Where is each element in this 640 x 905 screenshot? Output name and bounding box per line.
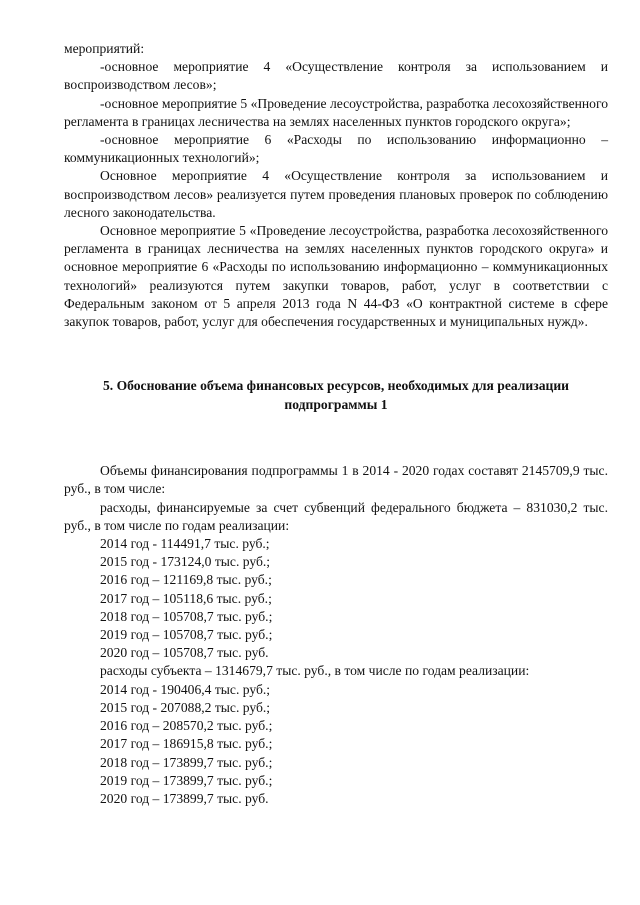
- list-item: 2015 год - 173124,0 тыс. руб.;: [100, 554, 271, 570]
- list-item-measure-5: -основное мероприятие 5 «Проведение лесоустройства, разработка лесохозяйственного регламента в границах лесничества на землях населенных пунктов городского округа»;: [64, 95, 608, 129]
- list-item: 2014 год - 114491,7 тыс. руб.;: [100, 536, 270, 552]
- list-item: 2015 год - 207088,2 тыс. руб.;: [100, 699, 271, 715]
- federal-years-list: [64, 535, 608, 662]
- list-item: 2018 год – 105708,7 тыс. руб.;: [100, 608, 273, 624]
- finance-federal-intro: расходы, финансируемые за счет субвенций федерального бюджета – 831030,2 тыс. руб., в том числе по годам реализации:: [64, 499, 608, 533]
- list-item: 2017 год – 186915,8 тыс. руб.;: [100, 736, 273, 752]
- list-item: 2020 год – 173899,7 тыс. руб.: [100, 790, 269, 806]
- list-item: 2018 год – 173899,7 тыс. руб.;: [100, 754, 273, 770]
- list-item-measure-4: -основное мероприятие 4 «Осуществление контроля за использованием и воспроизводством лесов»;: [64, 59, 608, 93]
- list-item: 2019 год – 173899,7 тыс. руб.;: [100, 772, 273, 788]
- list-item: 2014 год - 190406,4 тыс. руб.;: [100, 681, 271, 697]
- list-item: 2019 год – 105708,7 тыс. руб.;: [100, 627, 273, 643]
- subject-years-list: [64, 681, 608, 808]
- list-item: 2016 год – 208570,2 тыс. руб.;: [100, 718, 273, 734]
- list-item-measure-6: -основное мероприятие 6 «Расходы по использованию информационно – коммуникационных технологий»;: [64, 132, 608, 166]
- text-line: мероприятий:: [64, 41, 145, 56]
- list-item: 2020 год – 105708,7 тыс. руб.: [100, 645, 269, 661]
- list-item: 2016 год – 121169,8 тыс. руб.;: [100, 572, 272, 588]
- section-heading-line-1: 5. Обоснование объема финансовых ресурсов, необходимых для реализации: [102, 378, 570, 394]
- paragraph-measure-4: Основное мероприятие 4 «Осуществление контроля за использованием и воспроизводством лесов» реализуется путем проведения плановых проверок по соблюдению лесного законодательства.: [64, 168, 608, 220]
- finance-total: Объемы финансирования подпрограммы 1 в 2014 - 2020 годах составят 2145709,9 тыс. руб., в том числе:: [64, 463, 608, 497]
- section-heading-line-2: подпрограммы 1: [284, 396, 388, 412]
- finance-subject-intro: расходы субъекта – 1314679,7 тыс. руб., в том числе по годам реализации:: [100, 663, 530, 679]
- section-heading: [64, 377, 608, 414]
- list-item: 2017 год – 105118,6 тыс. руб.;: [100, 590, 272, 606]
- spacer: [64, 414, 608, 462]
- paragraph-measures-5-6: Основное мероприятие 5 «Проведение лесоустройства, разработка лесохозяйственного регламента в границах лесничества на землях населенных пунктов городского округа» и основное мероприятие 6 «Расходы по использованию информационно – коммуникационных технологий» реализуются путем закупки товаров, работ, услуг в соответствии с Федеральным законом от 5 апреля 2013 года N 44-ФЗ «О контрактной системе в сфере закупок товаров, работ, услуг для обеспечения государственных и муниципальных нужд».: [64, 223, 608, 330]
